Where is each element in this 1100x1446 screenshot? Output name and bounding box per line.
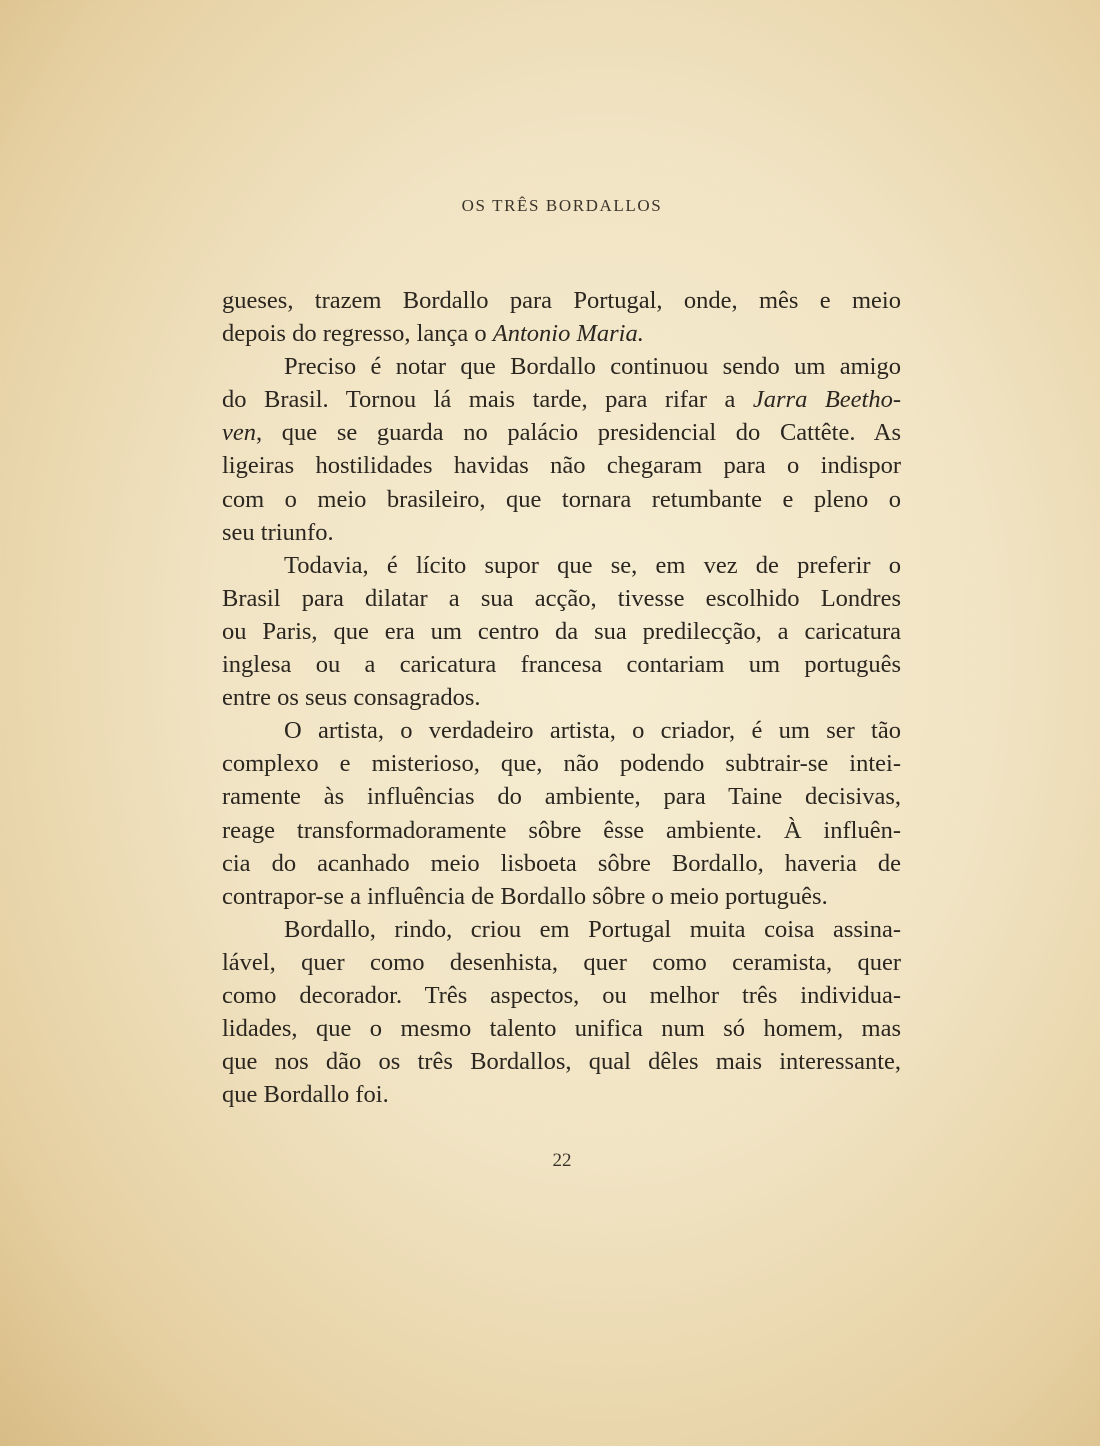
text-line — [222, 615, 901, 648]
text-segment: ligeiras hostilidades havidas não chegaram para o indispor — [222, 452, 901, 480]
page-number: 22 — [552, 1150, 572, 1171]
text-line — [222, 483, 901, 516]
text-line — [222, 714, 901, 747]
text-segment: inglesa ou a caricatura francesa contariam um português — [222, 651, 901, 679]
text-line — [222, 416, 901, 449]
running-header: OS TRÊS BORDALLOS — [461, 196, 663, 215]
text-segment: Brasil para dilatar a sua acção, tivesse escolhido Londres — [222, 584, 901, 612]
text-line — [222, 284, 901, 317]
text-segment: seu triunfo. — [222, 518, 334, 546]
text-line — [222, 1012, 901, 1045]
text-line — [222, 516, 901, 549]
text-segment: que nos dão os três Bordallos, qual dêles mais interessante, — [222, 1048, 901, 1076]
text-line — [222, 747, 901, 780]
text-segment: gueses, trazem Bordallo para Portugal, onde, mês e meio — [222, 287, 901, 314]
text-segment: contrapor-se a influência de Bordallo sôbre o meio português. — [222, 882, 828, 910]
text-segment: do Brasil. Tornou lá mais tarde, para rifar a — [222, 386, 753, 414]
text-line — [222, 880, 901, 913]
text-line — [222, 780, 901, 813]
text-segment: Preciso é notar que Bordallo continuou sendo um amigo — [284, 353, 901, 381]
body-text — [222, 284, 901, 1111]
text-line — [222, 582, 901, 615]
text-line — [222, 681, 901, 714]
text-segment: como decorador. Três aspectos, ou melhor três individua- — [222, 981, 901, 1009]
text-line — [222, 449, 901, 482]
text-segment: entre os seus consagrados. — [222, 684, 481, 712]
text-segment: ou Paris, que era um centro da sua predilecção, a caricatura — [222, 617, 901, 645]
italic-title: Antonio Maria. — [492, 320, 644, 348]
text-segment: Bordallo, rindo, criou em Portugal muita coisa assina- — [284, 915, 901, 943]
text-line — [222, 814, 901, 847]
text-segment: cia do acanhado meio lisboeta sôbre Bordallo, haveria de — [222, 849, 901, 877]
italic-title: Jarra Beetho- — [752, 386, 901, 414]
text-line — [222, 1078, 901, 1111]
text-segment: , que se guarda no palácio presidencial do Cattête. As — [256, 419, 901, 447]
text-line — [222, 913, 901, 946]
text-segment: Todavia, é lícito supor que se, em vez de preferir o — [284, 551, 901, 579]
text-line — [222, 979, 901, 1012]
text-segment: reage transformadoramente sôbre êsse ambiente. À influên- — [222, 816, 901, 844]
text-line — [222, 317, 901, 350]
text-line — [222, 383, 901, 416]
text-segment: complexo e misterioso, que, não podendo subtrair-se intei- — [222, 750, 901, 778]
italic-title: ven — [222, 419, 256, 447]
text-line — [222, 946, 901, 979]
text-segment: com o meio brasileiro, que tornara retumbante e pleno o — [222, 485, 901, 513]
text-segment: que Bordallo foi. — [222, 1081, 389, 1109]
text-line — [222, 549, 901, 582]
text-line — [222, 350, 901, 383]
text-line — [222, 847, 901, 880]
text-segment: lidades, que o mesmo talento unifica num só homem, mas — [222, 1015, 901, 1043]
text-line — [222, 1045, 901, 1078]
text-segment: ramente às influências do ambiente, para Taine decisivas, — [222, 783, 901, 811]
text-segment: depois do regresso, lança o — [222, 320, 493, 348]
text-segment: O artista, o verdadeiro artista, o criador, é um ser tão — [284, 717, 901, 745]
text-segment: lável, quer como desenhista, quer como ceramista, quer — [222, 948, 901, 976]
text-line — [222, 648, 901, 681]
